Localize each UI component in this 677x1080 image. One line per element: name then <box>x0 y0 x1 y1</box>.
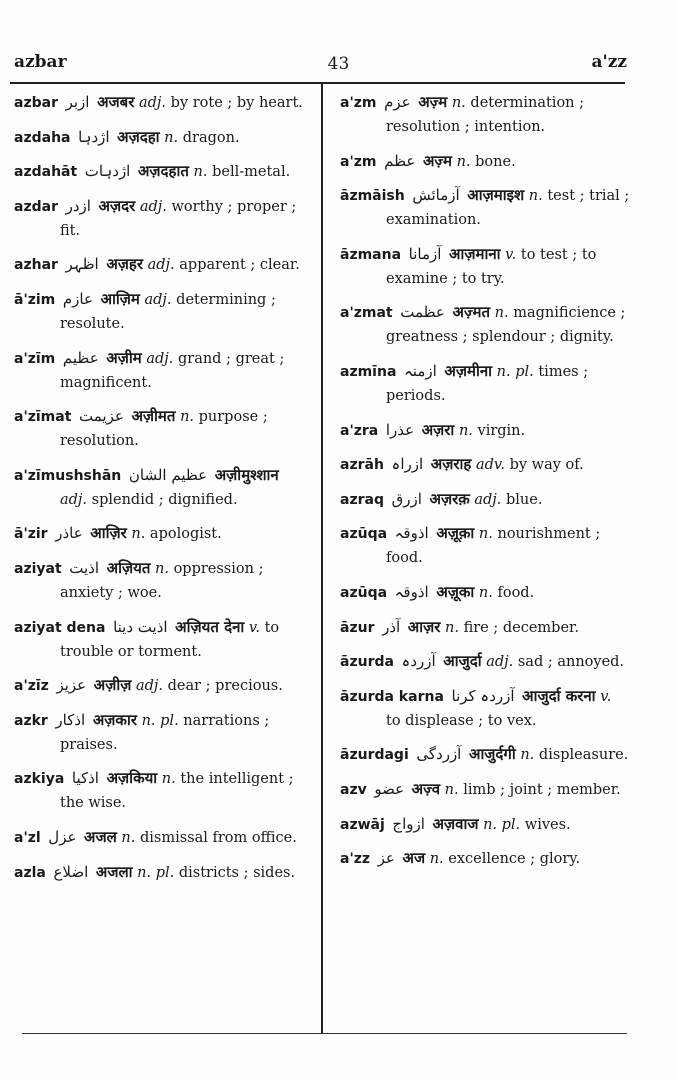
part-of-speech: n. <box>520 747 535 764</box>
headword: ā'zim <box>14 291 56 308</box>
urdu-word: عظمت <box>400 303 445 322</box>
dictionary-entry <box>340 452 630 477</box>
part-of-speech: n. <box>429 851 444 868</box>
page-number: 43 <box>327 54 350 74</box>
definition: grand ; great ; magnificent. <box>60 350 285 391</box>
dictionary-entry <box>14 90 306 115</box>
headword: azkiya <box>14 771 65 788</box>
urdu-word: عزل <box>48 827 77 846</box>
definition: bell-metal. <box>212 164 291 181</box>
definition: the intelligent ; the wise. <box>60 771 294 812</box>
headword: a'zīmushshān <box>14 467 122 484</box>
dictionary-entry <box>14 673 306 698</box>
hindi-word: अज़्व <box>411 779 441 798</box>
part-of-speech: n. pl. <box>483 816 521 833</box>
definition: dear ; precious. <box>167 678 283 695</box>
urdu-word: اضلاع <box>53 862 89 881</box>
urdu-word: آزمائش <box>412 186 460 205</box>
urdu-word: عضو <box>374 779 405 798</box>
part-of-speech: adj. <box>147 257 175 274</box>
part-of-speech: v. <box>505 246 517 263</box>
definition: food. <box>497 584 535 601</box>
dictionary-entry <box>340 242 630 291</box>
definition: narrations ; praises. <box>60 712 270 753</box>
urdu-word: اظہر <box>65 255 99 274</box>
dictionary-entry <box>14 346 306 395</box>
urdu-word: عذرا <box>385 420 415 439</box>
hindi-word: अज़ूका <box>436 582 475 601</box>
definition: fire ; december. <box>463 619 579 636</box>
urdu-word: ازدر <box>65 196 91 215</box>
hindi-word: आजुर्दा करना <box>522 686 596 705</box>
part-of-speech: n. <box>180 409 195 426</box>
hindi-word: अज़मीना <box>444 361 493 380</box>
urdu-word: عزم <box>384 93 411 111</box>
urdu-word: عظیم <box>62 348 99 367</box>
dictionary-entry <box>14 463 306 512</box>
hindi-word: अज़राह <box>430 455 472 474</box>
part-of-speech: adj. <box>135 678 164 695</box>
definition: apparent ; clear. <box>179 257 300 274</box>
headword: azkr <box>14 712 48 729</box>
urdu-word: ازبر <box>65 93 90 111</box>
urdu-word: عاذر <box>55 524 83 543</box>
hindi-word: अज़वाज <box>432 814 479 833</box>
definition: limb ; joint ; member. <box>463 781 621 798</box>
definition: determining ; resolute. <box>60 291 276 332</box>
urdu-word: ازرق <box>391 489 422 508</box>
header-left-guide-word: azbar <box>14 52 67 72</box>
definition: districts ; sides. <box>178 864 296 881</box>
part-of-speech: n. pl. <box>137 864 175 881</box>
hindi-word: अज़ीम <box>106 348 142 367</box>
part-of-speech: n. <box>131 526 146 543</box>
dictionary-entry <box>340 742 630 767</box>
headword: a'zīm <box>14 350 56 367</box>
urdu-word: اذوقہ <box>394 524 429 543</box>
column-divider <box>321 83 323 1033</box>
dictionary-entry <box>14 287 306 336</box>
part-of-speech: n. pl. <box>496 363 534 380</box>
urdu-word: اژدہا <box>78 127 110 146</box>
headword: azv <box>340 781 367 798</box>
hindi-word: आज़माइश <box>467 186 525 205</box>
part-of-speech: n. pl. <box>141 712 179 729</box>
part-of-speech: n. <box>445 619 459 636</box>
hindi-word: आज़िम <box>100 289 140 308</box>
dictionary-entry <box>340 149 630 174</box>
dictionary-entry <box>14 766 306 815</box>
dictionary-entry <box>340 812 630 837</box>
dictionary-entry <box>14 825 306 850</box>
dictionary-entry <box>340 359 630 408</box>
dictionary-entry <box>340 777 630 802</box>
hindi-word: अज़दर <box>98 196 136 215</box>
definition: determination ; resolution ; intention. <box>386 95 585 135</box>
headword: āzmāish <box>340 188 405 205</box>
dictionary-entry <box>14 125 306 150</box>
definition: test ; trial ; examination. <box>386 188 630 229</box>
definition: apologist. <box>149 526 222 543</box>
dictionary-entry <box>340 649 630 674</box>
part-of-speech: adj. <box>474 491 502 508</box>
hindi-word: अज़हर <box>106 255 144 274</box>
part-of-speech: n. <box>478 584 493 601</box>
hindi-word: अज़्म <box>418 93 448 111</box>
part-of-speech: n. <box>121 829 136 846</box>
definition: to trouble or torment. <box>60 619 280 660</box>
hindi-word: अज़्मत <box>452 303 491 322</box>
definition: sad ; annoyed. <box>517 654 625 671</box>
urdu-word: اژدہات <box>84 162 131 181</box>
headword: a'zl <box>14 829 41 846</box>
headword: azdar <box>14 198 58 215</box>
headword: āzurda <box>340 654 394 671</box>
definition: oppression ; anxiety ; woe. <box>60 560 264 601</box>
urdu-word: اذیت دینا <box>113 617 168 636</box>
dictionary-entry <box>340 183 630 232</box>
part-of-speech: n. <box>444 781 459 798</box>
urdu-word: اذکیا <box>71 769 99 788</box>
headword: a'zīmat <box>14 409 72 426</box>
urdu-word: عزیمت <box>79 407 124 426</box>
part-of-speech: n. <box>494 305 509 322</box>
headword: āzurda karna <box>340 688 444 705</box>
part-of-speech: n. <box>155 560 169 577</box>
part-of-speech: n. <box>456 153 471 170</box>
definition: to displease ; to vex. <box>386 712 537 729</box>
definition: dismissal from office. <box>139 829 297 846</box>
urdu-word: آزمانا <box>408 244 442 263</box>
dictionary-entry <box>14 252 306 277</box>
dictionary-entry <box>14 556 306 605</box>
part-of-speech: adj. <box>486 654 514 671</box>
definition: magnificience ; greatness ; splendour ; dignity. <box>386 305 626 346</box>
definition: by way of. <box>509 457 584 474</box>
urdu-word: ازراہ <box>391 455 424 474</box>
headword: a'zz <box>340 851 371 868</box>
part-of-speech: n. <box>164 129 179 146</box>
part-of-speech: n. <box>161 771 176 788</box>
dictionary-entry <box>14 194 306 243</box>
definition: worthy ; proper ; fit. <box>60 198 297 239</box>
header-rule <box>10 82 625 84</box>
dictionary-entry <box>340 90 630 139</box>
definition: blue. <box>506 491 543 508</box>
headword: azūqa <box>340 584 388 601</box>
headword: azhar <box>14 257 58 274</box>
hindi-word: अज <box>402 849 426 868</box>
headword: azūqa <box>340 526 388 543</box>
hindi-word: अज़ीज़ <box>93 676 132 695</box>
dictionary-entry <box>14 521 306 546</box>
definition: bone. <box>475 153 516 170</box>
hindi-word: आज़र <box>407 617 441 636</box>
hindi-word: अजल <box>84 827 117 846</box>
urdu-word: اذکار <box>55 710 86 729</box>
urdu-word: عزیز <box>56 676 87 695</box>
urdu-word: آذر <box>382 617 401 636</box>
hindi-word: अज़ूक़ा <box>436 524 475 543</box>
part-of-speech: n. <box>528 188 543 205</box>
hindi-word: अज़कार <box>92 710 137 729</box>
part-of-speech: adj. <box>144 291 172 308</box>
urdu-word: عظیم الشان <box>128 465 208 484</box>
dictionary-entry <box>14 860 306 885</box>
hindi-word: अज़रक़ <box>429 489 470 508</box>
urdu-word: آزردگی <box>416 745 462 764</box>
headword: a'zra <box>340 422 379 439</box>
part-of-speech: adj. <box>146 350 174 367</box>
headword: azraq <box>340 491 384 508</box>
headword: azla <box>14 864 46 881</box>
headword: a'zīz <box>14 678 49 695</box>
dictionary-entry <box>14 708 306 757</box>
part-of-speech: n. <box>193 164 208 181</box>
hindi-word: आज़िर <box>90 524 127 543</box>
urdu-word: عظم <box>384 151 416 170</box>
definition: excellence ; glory. <box>448 851 581 868</box>
hindi-word: अजबर <box>97 93 135 111</box>
part-of-speech: adj. <box>138 95 167 111</box>
definition: virgin. <box>477 422 526 439</box>
urdu-word: عازم <box>62 289 93 308</box>
definition: splendid ; dignified. <box>91 491 238 508</box>
part-of-speech: n. <box>458 422 473 439</box>
hindi-word: आजुर्दा <box>443 652 482 671</box>
hindi-word: अज़ीमत <box>131 407 176 426</box>
dictionary-entry <box>14 404 306 453</box>
hindi-word: आज़माना <box>449 244 501 263</box>
urdu-word: آزردہ <box>401 652 436 671</box>
part-of-speech: adj. <box>60 491 88 508</box>
dictionary-entry <box>340 846 630 871</box>
urdu-word: اذیت <box>69 558 100 577</box>
part-of-speech: n. <box>478 526 493 543</box>
headword: azbar <box>14 95 58 111</box>
dictionary-entry <box>340 580 630 605</box>
definition: by rote ; by heart. <box>170 95 303 111</box>
urdu-word: عز <box>377 849 395 868</box>
left-column <box>14 90 306 885</box>
headword: aziyat <box>14 560 62 577</box>
dictionary-entry <box>14 159 306 184</box>
dictionary-entry <box>340 521 630 570</box>
headword: azrāh <box>340 457 384 474</box>
headword: ā'zir <box>14 526 48 543</box>
urdu-word: ازمنہ <box>404 361 437 380</box>
part-of-speech: adj. <box>139 198 167 215</box>
hindi-word: अज़ीमुश्शान <box>214 465 279 484</box>
headword: a'zm <box>340 95 377 111</box>
headword: a'zmat <box>340 305 393 322</box>
hindi-word: अज़्म <box>422 151 452 170</box>
hindi-word: अज़दहा <box>117 127 160 146</box>
definition: displeasure. <box>538 747 629 764</box>
headword: azdahāt <box>14 164 78 181</box>
hindi-word: अज़ियत देना <box>175 617 245 636</box>
definition: wives. <box>524 816 571 833</box>
part-of-speech: v. <box>248 619 260 636</box>
footer-rule <box>22 1033 627 1034</box>
definition: dragon. <box>182 129 240 146</box>
dictionary-entry <box>340 615 630 640</box>
dictionary-entry <box>340 418 630 443</box>
urdu-word: اذوقہ <box>394 582 429 601</box>
urdu-word: آزردہ کرنا <box>451 686 515 705</box>
headword: āzur <box>340 619 375 636</box>
headword: azmīna <box>340 363 397 380</box>
headword: azwāj <box>340 816 385 833</box>
header-right-guide-word: a'zz <box>591 52 627 72</box>
dictionary-entry <box>340 684 630 733</box>
dictionary-entry <box>14 615 306 664</box>
definition: to test ; to examine ; to try. <box>386 246 597 287</box>
dictionary-entry <box>340 487 630 512</box>
hindi-word: अज़दहात <box>137 162 189 181</box>
headword: azdaha <box>14 129 71 146</box>
definition: nourishment ; food. <box>386 526 601 567</box>
part-of-speech: v. <box>600 688 612 705</box>
headword: aziyat dena <box>14 619 106 636</box>
headword: āzmana <box>340 246 402 263</box>
hindi-word: अज़किया <box>106 769 158 788</box>
headword: āzurdagi <box>340 747 409 764</box>
definition: purpose ; resolution. <box>60 409 268 450</box>
hindi-word: अजला <box>95 862 133 881</box>
part-of-speech: n. <box>451 95 466 111</box>
right-column <box>340 90 630 871</box>
hindi-word: आजुर्दगी <box>468 745 516 764</box>
headword: a'zm <box>340 153 377 170</box>
hindi-word: अज़ियत <box>106 558 151 577</box>
part-of-speech: adv. <box>475 457 505 474</box>
hindi-word: अज़रा <box>421 420 455 439</box>
definition: times ; periods. <box>386 363 589 404</box>
dictionary-entry <box>340 300 630 349</box>
urdu-word: ازواج <box>392 814 425 833</box>
